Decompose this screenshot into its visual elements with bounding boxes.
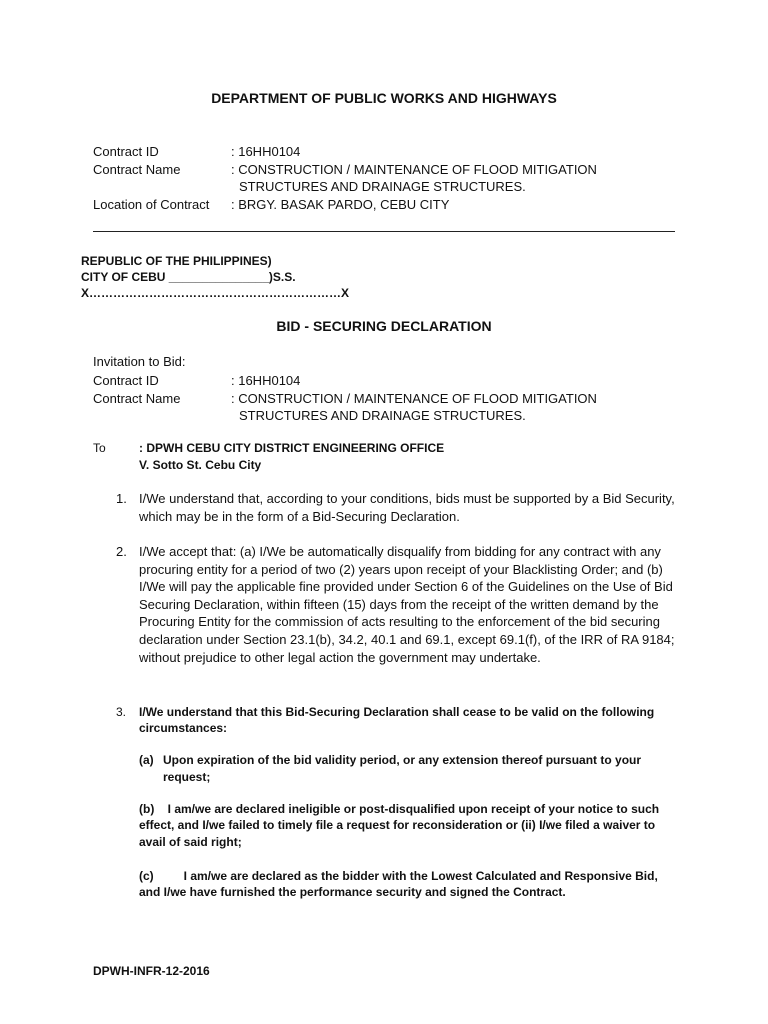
sub-c-text: (c) I am/we are declared as the bidder with the Lowest Calculated and Responsive Bid, and I/we have furnished the performance security and signed the Contract. <box>139 869 662 900</box>
venue-line-x: X………………………………………………………X <box>81 286 350 300</box>
item1-text: I/We understand that, according to your conditions, bids must be supported by a Bid Security, which may be in the form of a Bid-Securing Declaration. <box>139 491 675 524</box>
contract-id-label: Contract ID <box>93 144 159 159</box>
decl-contract-name-line1: : CONSTRUCTION / MAINTENANCE OF FLOOD MITIGATION <box>231 391 597 406</box>
sub-b-text: (b) I am/we are declared ineligible or post-disqualified upon receipt of your notice to such effect, and I/we failed to timely file a request for reconsideration or (ii) I/we filed a waiver to avail of said right; <box>139 802 663 849</box>
contract-name-value-line1: : CONSTRUCTION / MAINTENANCE OF FLOOD MITIGATION <box>231 162 597 177</box>
invitation-label: Invitation to Bid: <box>93 354 186 369</box>
location-value: : BRGY. BASAK PARDO, CEBU CITY <box>231 197 450 212</box>
to-label: To <box>93 441 106 455</box>
decl-contract-id-label: Contract ID <box>93 373 159 388</box>
header-divider <box>93 231 675 232</box>
sub-a-label: (a) <box>139 753 154 767</box>
item2-number: 2. <box>116 544 127 559</box>
item1-number: 1. <box>116 491 127 506</box>
sub-a-text-line2: request; <box>163 770 211 784</box>
declaration-title: BID - SECURING DECLARATION <box>276 318 492 334</box>
item3-text: I/We understand that this Bid-Securing Declaration shall cease to be valid on the following circumstances: <box>139 705 655 736</box>
venue-line-city: CITY OF CEBU _______________)S.S. <box>81 270 296 284</box>
footer-code: DPWH-INFR-12-2016 <box>93 964 210 978</box>
decl-contract-id-value: : 16HH0104 <box>231 373 301 388</box>
page-title: DEPARTMENT OF PUBLIC WORKS AND HIGHWAYS <box>211 90 557 106</box>
sub-a-text-line1: Upon expiration of the bid validity period, or any extension thereof pursuant to your <box>163 753 642 767</box>
item3-number: 3. <box>116 705 127 719</box>
contract-id-value: : 16HH0104 <box>231 144 301 159</box>
item2-text: I/We accept that: (a) I/We be automatically disqualify from bidding for any contract with any procuring entity for a period of two (2) years upon receipt of your Blacklisting Order; and (b) I/We will pay the applicable fine provided under Section 6 of the Guidelines on the Use of Bid Securing Declaration, within fifteen (15) days from the receipt of the written demand by the Procuring Entity for the commission of acts resulting to the enforcement of the bid securing declaration under Section 23.1(b), 34.2, 40.1 and 69.1, except 69.1(f), of the IRR of RA 9184; without prejudice to other legal action the government may undertake. <box>139 544 675 665</box>
to-office: : DPWH CEBU CITY DISTRICT ENGINEERING OFFICE <box>139 441 445 455</box>
location-label: Location of Contract <box>93 197 210 212</box>
contract-name-label: Contract Name <box>93 162 181 177</box>
decl-contract-name-line2: STRUCTURES AND DRAINAGE STRUCTURES. <box>239 408 526 423</box>
contract-name-value-line2: STRUCTURES AND DRAINAGE STRUCTURES. <box>239 179 526 194</box>
to-address: V. Sotto St. Cebu City <box>139 458 262 472</box>
decl-contract-name-label: Contract Name <box>93 391 181 406</box>
venue-line-republic: REPUBLIC OF THE PHILIPPINES) <box>81 254 272 268</box>
